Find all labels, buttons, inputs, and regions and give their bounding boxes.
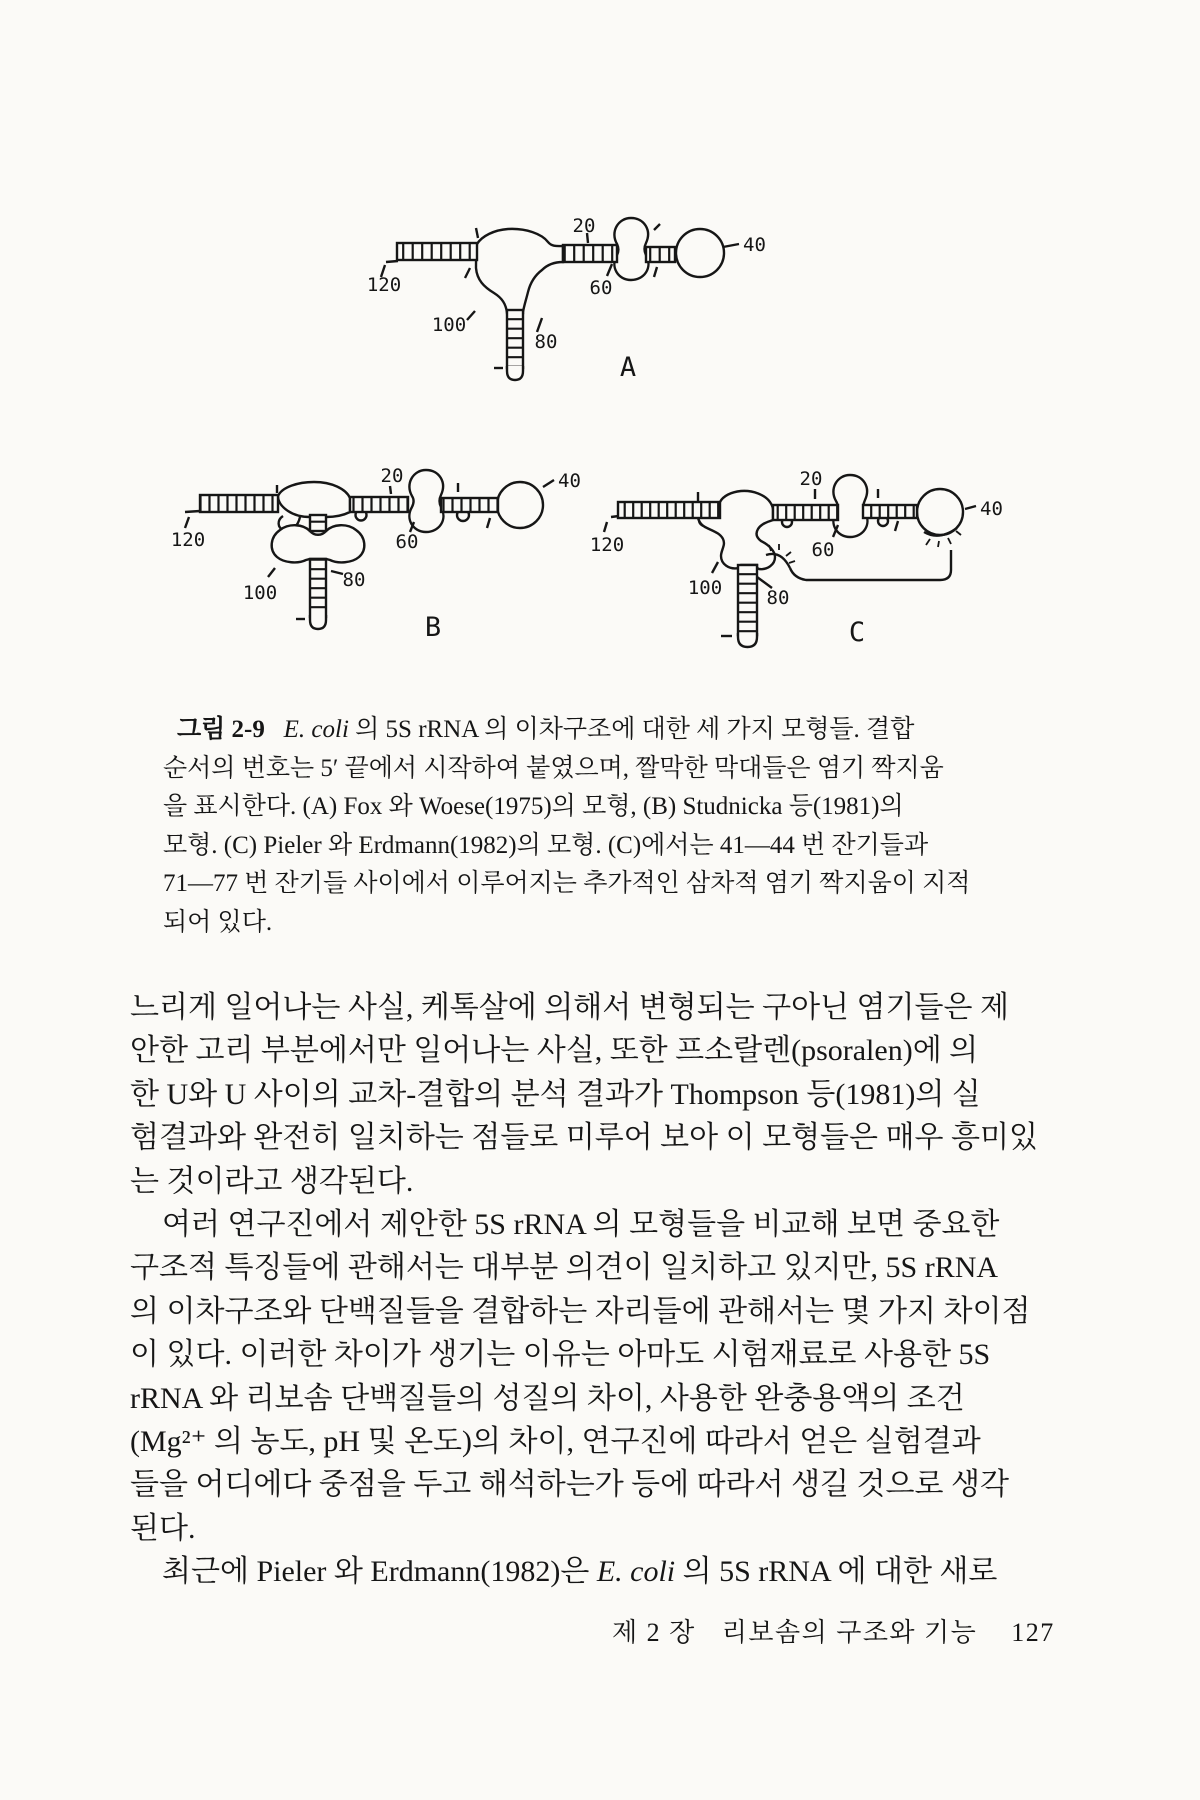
central-loop: [476, 229, 563, 313]
tick: [543, 480, 554, 487]
residue-label-60: 60: [811, 539, 835, 561]
tick: [604, 522, 607, 532]
chapter-label: 제 2 장: [612, 1618, 696, 1647]
body-text-line: 이 있다. 이러한 차이가 생기는 이유는 아마도 시험재료로 사용한 5S: [130, 1338, 991, 1372]
tick: [537, 318, 542, 332]
body-text-segment: 의 5S rRNA 에 대한 새로: [675, 1555, 998, 1589]
caption-line: 모형. (C) Pieler 와 Erdmann(1982)의 모형. (C)에서는 41—44 번 잔기들과: [163, 831, 929, 859]
tick: [268, 568, 275, 577]
residue-label-40: 40: [980, 498, 1003, 520]
figure-number: 그림 2-9: [177, 716, 265, 743]
strand-end: [185, 511, 200, 512]
body-text-line: 여러 연구진에서 제안한 5S rRNA 의 모형들을 비교해 보면 중요한: [162, 1207, 1000, 1241]
helix-stem: [507, 310, 523, 368]
helix-stem: [646, 247, 675, 262]
tick: [390, 486, 391, 494]
helix-stem: [350, 497, 408, 512]
body-text-line: 의 이차구조와 단백질들을 결합하는 자리들에 관해서는 몇 가지 차이점: [130, 1294, 1031, 1328]
tick: [786, 552, 791, 556]
hairpin-cap: [507, 366, 523, 380]
body-text-line: 느리게 일어나는 사실, 케톡살에 의해서 변형되는 구아닌 염기들은 제: [130, 991, 1009, 1024]
helix-stem: [563, 245, 617, 262]
helix-stem: [397, 243, 477, 260]
tick: [938, 541, 939, 547]
rna-secondary-structure-diagram-a: [366, 210, 770, 400]
bulge-loop: [614, 218, 648, 280]
tick: [723, 244, 739, 247]
caption-line: 을 표시한다. (A) Fox 와 Woese(1975)의 모형, (B) Studnicka 등(1981)의: [163, 793, 904, 820]
helix-stem: [618, 502, 720, 518]
caption-line: 되어 있다.: [163, 908, 273, 936]
tick: [487, 518, 490, 528]
figure-caption: [163, 711, 1058, 942]
tick: [607, 264, 612, 276]
residue-label-40: 40: [558, 470, 581, 492]
tick: [965, 506, 976, 509]
model-letter-c: C: [848, 617, 866, 648]
body-text-line: 된다.: [130, 1511, 196, 1545]
body-text-line: 구조적 특징들에 관해서는 대부분 의견이 일치하고 있지만, 5S rRNA: [130, 1251, 999, 1285]
species-name: E. coli: [596, 1555, 676, 1589]
tick: [926, 539, 930, 545]
tick: [465, 268, 470, 278]
helix-stem: [310, 515, 326, 531]
residue-label-100: 100: [242, 582, 278, 604]
helix-stem: [200, 495, 278, 512]
terminal-loop: [676, 229, 724, 277]
tick: [654, 267, 657, 277]
tick: [895, 521, 898, 531]
caption-text: 의 5S rRNA 의 이차구조에 대한 세 가지 모형들. 결합: [348, 716, 915, 743]
residue-label-120: 120: [589, 534, 625, 556]
body-text-line: 안한 고리 부분에서만 일어나는 사실, 또한 프소랄렌(psoralen)에 의: [130, 1034, 979, 1068]
body-text-line: 한 U와 U 사이의 교차-결합의 분석 결과가 Thompson 등(1981)의 실: [130, 1077, 981, 1111]
rna-secondary-structure-diagram-c: [589, 465, 1015, 665]
rna-secondary-structure-diagram-b: [160, 460, 590, 660]
tick: [789, 561, 795, 563]
model-letter-b: B: [424, 612, 442, 643]
body-text-line: [130, 1550, 1080, 1593]
hairpin-cap: [310, 615, 326, 629]
body-text-segment: 최근에 Pieler 와 Erdmann(1982)은: [162, 1555, 597, 1589]
chapter-title: 리보솜의 구조와 기능: [721, 1618, 978, 1647]
residue-label-80: 80: [766, 587, 790, 609]
residue-label-60: 60: [395, 531, 419, 553]
body-text-line: rRNA 와 리보솜 단백질들의 성질의 차이, 사용한 완충용액의 조건: [130, 1381, 965, 1415]
tick: [467, 311, 475, 320]
hairpin-cap: [738, 633, 757, 647]
helix-stem: [441, 498, 498, 512]
residue-label-20: 20: [572, 215, 596, 237]
tick: [956, 531, 961, 535]
page-number: 127: [1011, 1618, 1055, 1647]
residue-label-20: 20: [380, 465, 404, 487]
terminal-loop: [497, 482, 543, 528]
caption-line: [163, 711, 1058, 750]
tick: [712, 562, 718, 573]
body-text-line: 들을 어디에다 중점을 두고 해석하는가 등에 따라서 생길 것으로 생각: [130, 1468, 1009, 1502]
tick: [185, 517, 189, 528]
residue-label-80: 80: [534, 331, 558, 353]
caption-line: 순서의 번호는 5′ 끝에서 시작하여 붙였으며, 짤막한 막대들은 염기 짝지움: [163, 754, 944, 782]
helix-stem: [310, 559, 326, 617]
residue-label-120: 120: [170, 529, 206, 551]
tick: [331, 571, 343, 574]
helix-stem: [773, 505, 838, 520]
species-name: E. coli: [283, 716, 349, 743]
body-text-line: 는 것이라고 생각된다.: [130, 1164, 414, 1198]
residue-label-60: 60: [589, 277, 613, 299]
tick: [654, 224, 660, 230]
residue-label-100: 100: [687, 577, 723, 599]
helix-stem: [738, 565, 757, 635]
tick: [476, 228, 478, 238]
model-letter-a: A: [619, 352, 637, 383]
residue-label-100: 100: [431, 314, 467, 336]
page-footer: [612, 1612, 1055, 1649]
helix-stem: [863, 505, 917, 518]
residue-label-40: 40: [743, 234, 766, 256]
caption-line: 71—77 번 잔기들 사이에서 이루어지는 추가적인 삼차적 염기 짝지움이 지적: [163, 870, 971, 897]
residue-label-20: 20: [799, 468, 823, 490]
tick: [948, 538, 951, 544]
body-text-line: 험결과와 완전히 일치하는 점들로 미루어 보아 이 모형들은 매우 흥미있: [130, 1121, 1038, 1155]
body-text-line: (Mg²⁺ 의 농도, pH 및 온도)의 차이, 연구진에 따라서 얻은 실험결과: [130, 1424, 981, 1458]
residue-label-80: 80: [342, 569, 366, 591]
residue-label-120: 120: [366, 274, 402, 296]
central-loop: [278, 482, 350, 517]
body-text: [130, 986, 1080, 1593]
